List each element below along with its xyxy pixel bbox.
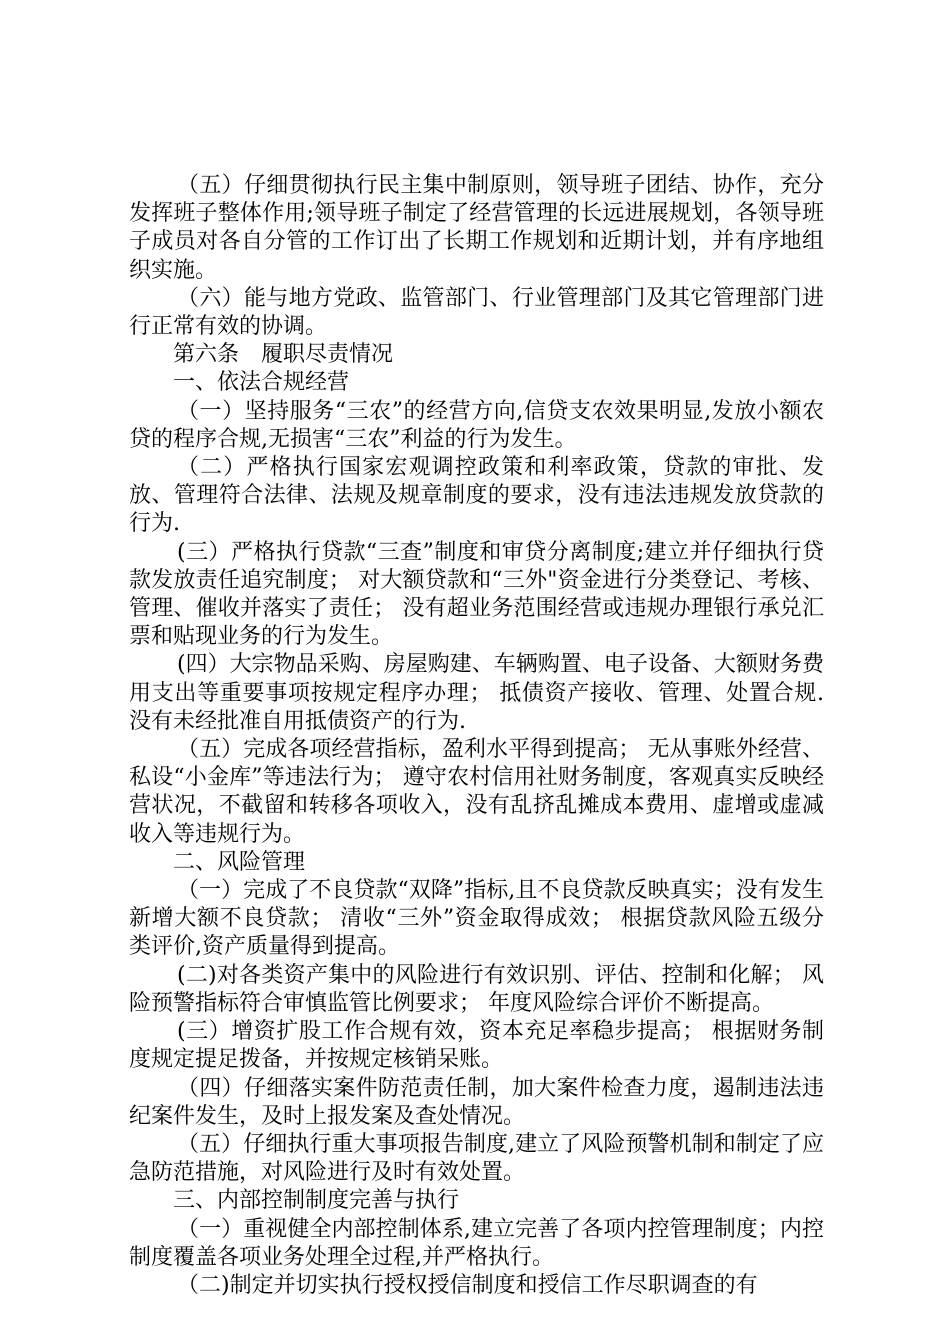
paragraph: （五）仔细执行重大事项报告制度,建立了风险预警机制和制定了应急防范措施，对风险进行及时有效处置。 (129, 1131, 824, 1186)
paragraph: （五）完成各项经营指标，盈利水平得到提高； 无从事账外经营、私设“小金库”等违法行为； 遵守农村信用社财务制度，客观真实反映经营状况，不截留和转移各项收入，没有乱挤乱摊成本费用、虚增或虚减收入等违规行为。 (129, 737, 824, 847)
section-heading: 一、依法合规经营 (173, 370, 350, 396)
section-heading: 第六条 履职尽责情况 (173, 342, 394, 368)
document-body (129, 172, 824, 1300)
section-heading: 二、风险管理 (173, 849, 306, 875)
section-heading: 三、内部控制制度完善与执行 (173, 1188, 460, 1214)
paragraph: （五）仔细贯彻执行民主集中制原则，领导班子团结、协作，充分发挥班子整体作用;领导班子制定了经营管理的长远进展规划，各领导班子成员对各自分管的工作订出了长期工作规划和近期计划，并有序地组织实施。 (129, 173, 824, 283)
paragraph: （一）重视健全内部控制体系,建立完善了各项内控管理制度；内控制度覆盖各项业务处理全过程,并严格执行。 (129, 1216, 824, 1270)
paragraph: （一）坚持服务“三农”的经营方向,信贷支农效果明显,发放小额农贷的程序合规,无损害“三农”利益的行为发生。 (129, 398, 824, 452)
paragraph: （四）仔细落实案件防范责任制，加大案件检查力度，遏制违法违纪案件发生，及时上报发案及查处情况。 (129, 1075, 824, 1129)
paragraph: (三）严格执行贷款“三查”制度和审贷分离制度;建立并仔细执行贷款发放责任追究制度； 对大额贷款和“三外"资金进行分类登记、考核、管理、催收并落实了责任； 没有超业务范围经营或违规办理银行承兑汇票和贴现业务的行为发生。 (129, 539, 824, 650)
paragraph: (三）增资扩股工作合规有效，资本充足率稳步提高； 根据财务制度规定提足拨备，并按规定核销呆账。 (129, 1019, 824, 1073)
paragraph: （六）能与地方党政、监管部门、行业管理部门及其它管理部门进行正常有效的协调。 (129, 285, 824, 340)
paragraph: (四）大宗物品采购、房屋购建、车辆购置、电子设备、大额财务费用支出等重要事项按规定程序办理； 抵债资产接收、管理、处置合规.没有未经批准自用抵债资产的行为. (129, 652, 824, 734)
paragraph: (二)对各类资产集中的风险进行有效识别、评估、控制和化解； 风险预警指标符合审慎监管比例要求； 年度风险综合评价不断提高。 (129, 962, 824, 1016)
paragraph: （一）完成了不良贷款“双降”指标,且不良贷款反映真实；没有发生新增大额不良贷款； 清收“三外”资金取得成效； 根据贷款风险五级分类评价,资产质量得到提高。 (129, 878, 824, 960)
paragraph: （二）严格执行国家宏观调控政策和利率政策，贷款的审批、发放、管理符合法律、法规及规章制度的要求，没有违法违规发放贷款的行为. (129, 455, 824, 537)
paragraph: （二)制定并切实执行授权授信制度和授信工作尽职调查的有 (177, 1272, 758, 1298)
